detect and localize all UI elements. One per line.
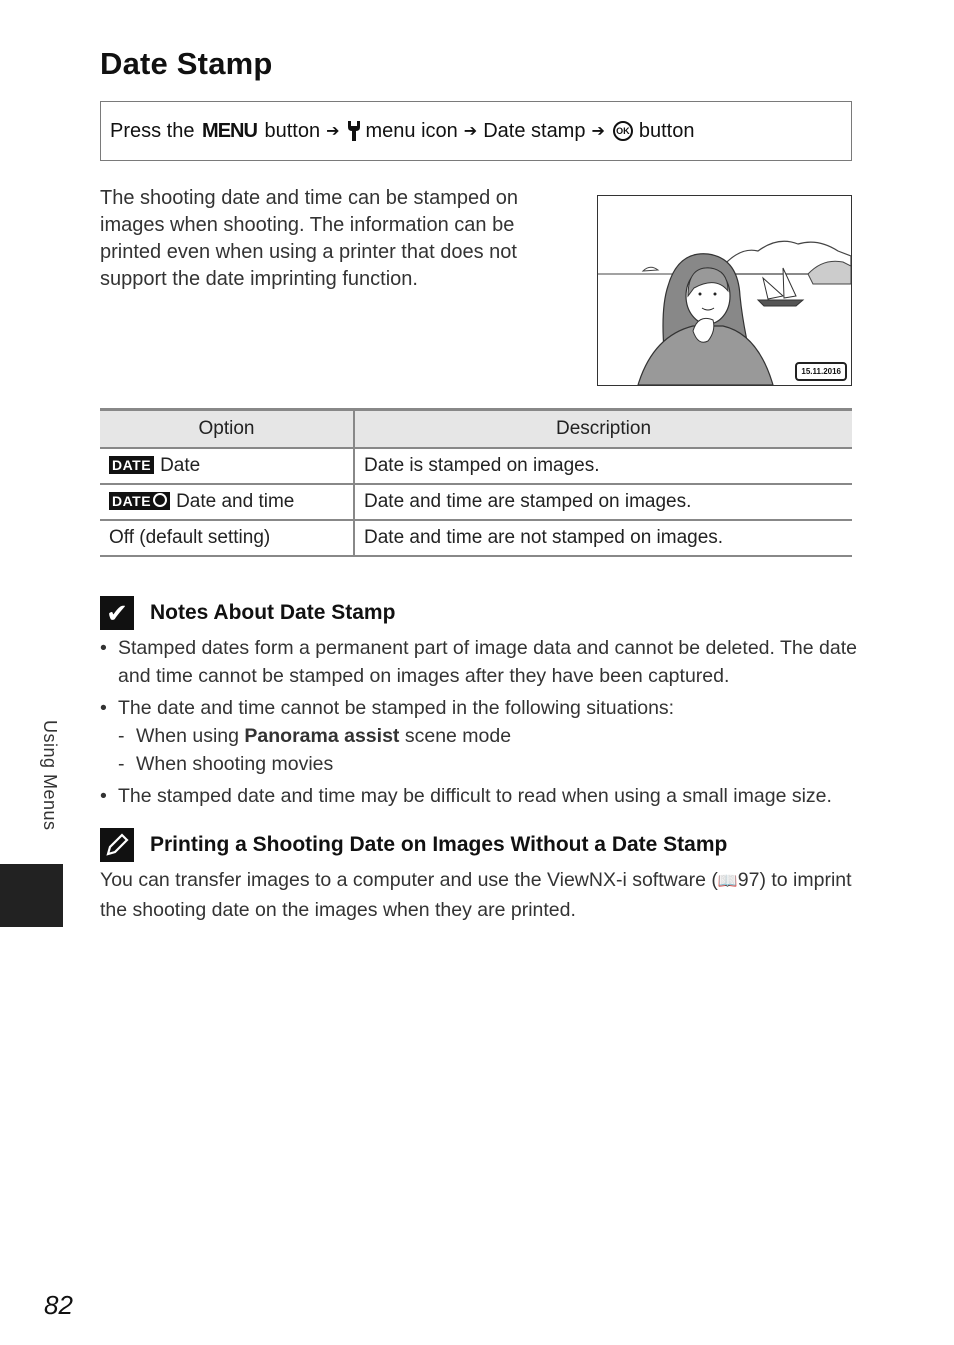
section-side-label: Using Menus xyxy=(40,720,60,831)
clock-icon xyxy=(153,493,167,507)
list-item xyxy=(100,782,860,810)
note-text: Stamped dates form a permanent part of image data and cannot be deleted. The date and time cannot be stamped on images after they have been captured. xyxy=(118,637,857,687)
tip-heading xyxy=(100,828,727,862)
options-table xyxy=(100,408,852,557)
arrow-icon: ➔ xyxy=(463,123,478,140)
section-tab-marker xyxy=(0,864,63,927)
sub-text: scene mode xyxy=(404,725,512,747)
sub-list-item xyxy=(118,750,860,778)
description-cell: Date is stamped on images. xyxy=(354,448,852,484)
pencil-icon xyxy=(100,828,134,862)
notes-heading xyxy=(100,596,395,630)
list-item xyxy=(100,634,860,690)
list-item xyxy=(100,694,860,778)
menu-path-item: Date stamp xyxy=(483,119,586,142)
book-reference-icon: 📖 xyxy=(717,873,738,890)
notes-heading-text: Notes About Date Stamp xyxy=(150,601,396,624)
menu-button-icon: MENU xyxy=(202,119,257,142)
table-row xyxy=(100,484,852,520)
menu-path-ok-button-word: button xyxy=(638,119,695,142)
sub-list xyxy=(118,722,860,778)
column-header-description: Description xyxy=(354,410,852,449)
note-text: The stamped date and time may be difficult to read when using a small image size. xyxy=(118,785,832,807)
intro-paragraph: The shooting date and time can be stamped on images when shooting. The information can be printed even when using a printer that does not support the date imprinting function. xyxy=(100,187,519,290)
tip-heading-text: Printing a Shooting Date on Images Without a Date Stamp xyxy=(150,833,728,856)
bullet-icon: • xyxy=(100,785,107,807)
table-header-row xyxy=(100,410,852,449)
page-number: 82 xyxy=(44,1290,73,1320)
dash-icon: - xyxy=(118,725,125,747)
ok-button-icon: OK xyxy=(613,121,633,141)
page-reference-link[interactable]: 97 xyxy=(737,869,760,891)
setup-wrench-icon xyxy=(346,120,362,142)
tip-text-part: ) to imprint the shooting date on the images when they are printed. xyxy=(100,869,852,921)
arrow-icon: ➔ xyxy=(326,123,340,140)
sample-photo-illustration xyxy=(598,196,851,385)
table-row xyxy=(100,520,852,556)
page-title: Date Stamp xyxy=(100,46,273,81)
bullet-icon: • xyxy=(100,697,107,719)
scene-mode-name: Panorama assist xyxy=(244,725,400,747)
menu-path-box xyxy=(100,101,852,161)
date-badge-text: DATE xyxy=(112,493,152,509)
description-cell: Date and time are not stamped on images. xyxy=(354,520,852,556)
notes-list xyxy=(100,634,860,814)
column-header-option: Option xyxy=(100,410,354,449)
option-cell xyxy=(100,484,354,520)
note-text: The date and time cannot be stamped in the following situations: xyxy=(118,697,675,719)
date-stamp-overlay: 15.11.2016 xyxy=(795,362,847,381)
sub-text: When shooting movies xyxy=(136,753,334,775)
checkmark-icon: ✔ xyxy=(100,596,134,630)
date-badge-text: DATE xyxy=(112,457,152,473)
menu-path-button-word: button xyxy=(264,119,321,142)
sub-text: When using xyxy=(136,725,239,747)
sub-list-item xyxy=(118,722,860,750)
tip-paragraph xyxy=(100,866,860,924)
option-label: Off (default setting) xyxy=(109,527,271,548)
menu-path-prefix: Press the xyxy=(110,119,195,142)
menu-path-menu-icon-text: menu icon xyxy=(365,119,458,142)
bullet-icon: • xyxy=(100,637,107,659)
tip-text-part: You can transfer images to a computer and use the ViewNX-i software ( xyxy=(100,869,718,891)
table-row xyxy=(100,448,852,484)
option-label: Date xyxy=(160,455,201,476)
description-cell: Date and time are stamped on images. xyxy=(354,484,852,520)
sample-photo xyxy=(597,195,852,386)
dash-icon: - xyxy=(118,753,125,775)
date-and-time-stamp-icon xyxy=(109,492,170,510)
option-cell xyxy=(100,448,354,484)
option-label: Date and time xyxy=(176,491,295,512)
date-stamp-icon xyxy=(109,456,154,474)
option-cell xyxy=(100,520,354,556)
arrow-icon: ➔ xyxy=(591,123,605,140)
